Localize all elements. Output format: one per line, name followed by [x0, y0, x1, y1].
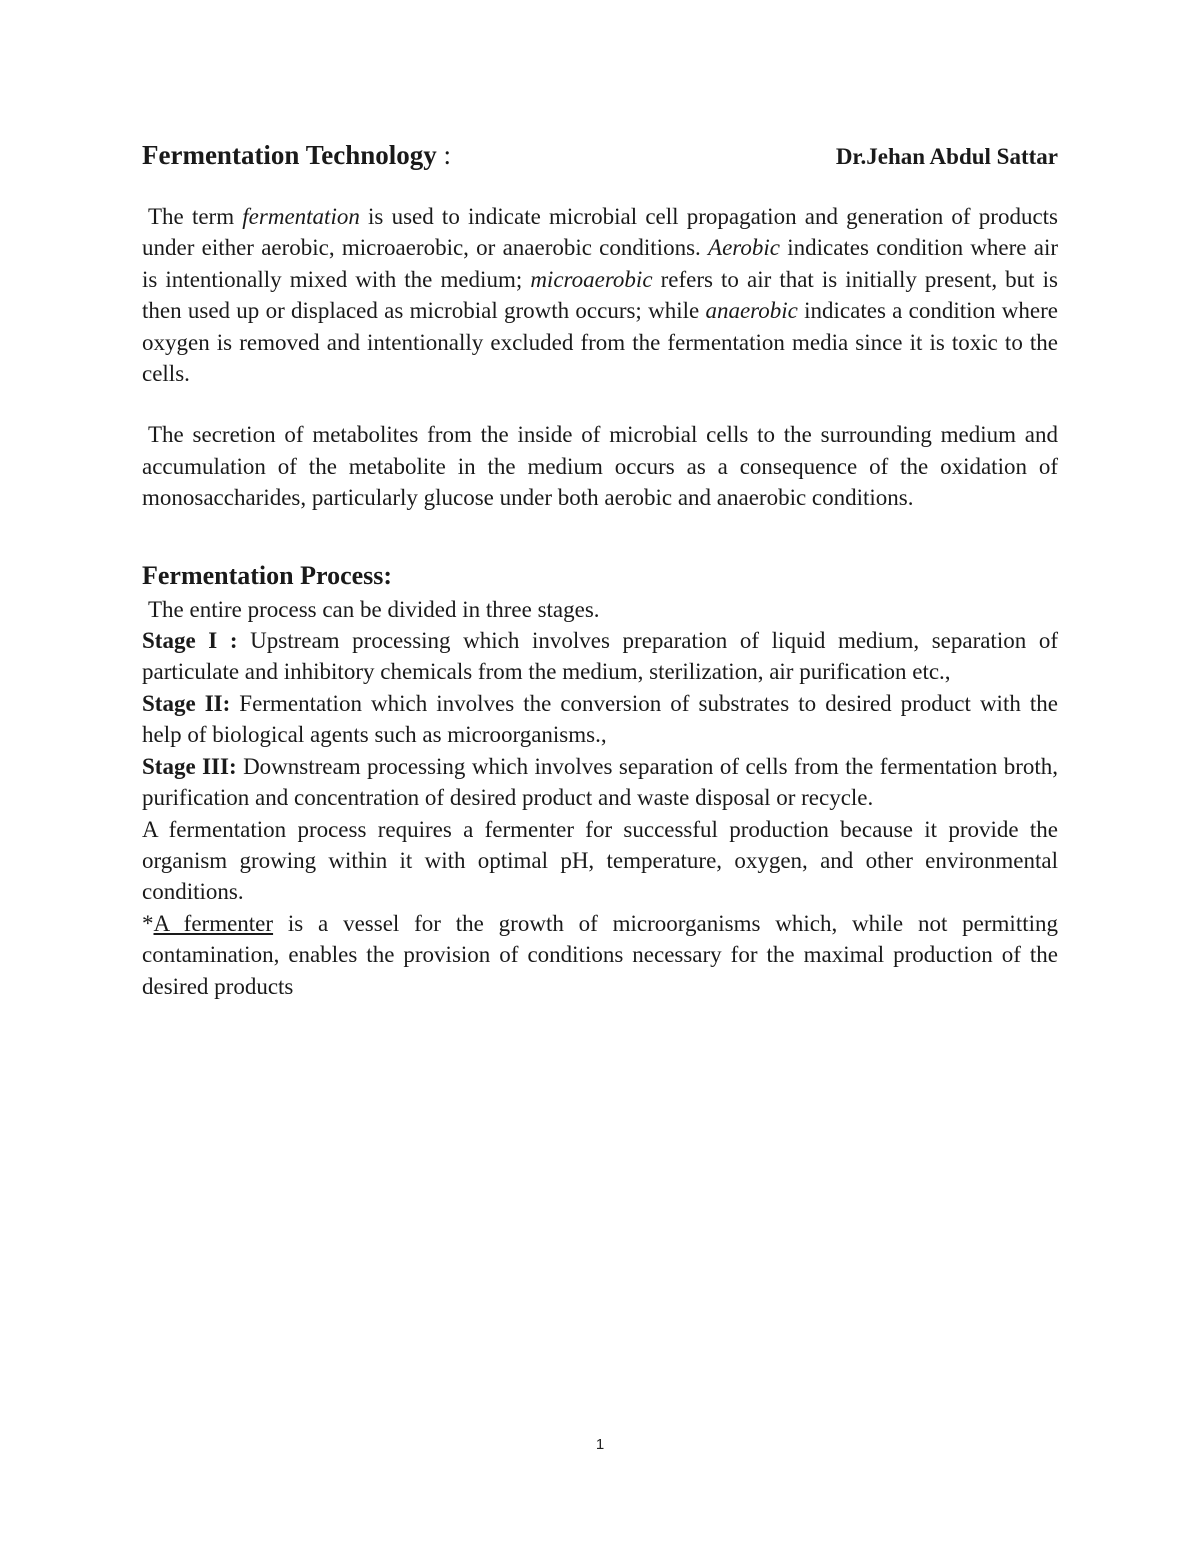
- title-text: Fermentation Technology: [142, 140, 437, 170]
- stage-1-paragraph: [142, 625, 1058, 688]
- stage-3-text: Downstream processing which involves separation of cells from the fermentation broth, purification and concentration of desired product and waste disposal or recycle.: [142, 753, 1058, 811]
- term-aerobic: Aerobic: [708, 235, 780, 261]
- stage-3-paragraph: [142, 751, 1058, 814]
- intro-paragraph-2: [142, 419, 1058, 513]
- intro-p1-text-a: The term: [148, 204, 243, 229]
- fermenter-definition: [142, 908, 1058, 1002]
- document-page: [142, 140, 1058, 1002]
- paragraph-spacer: [142, 514, 1058, 544]
- fermenter-paragraph: A fermentation process requires a fermenter for successful production because it provide the organism growing within it with optimal pH, temperature, oxygen, and other environmental conditions.: [142, 816, 1058, 905]
- section-heading-fermentation-process: Fermentation Process:: [142, 560, 393, 590]
- stage-2-text: Fermentation which involves the conversion of substrates to desired product with the help of biological agents such as microorganisms.,: [142, 690, 1058, 748]
- intro-p1-text-b: is used to indicate microbial cell propagation and generation of products under either aerobic, microaerobic, or anaerobic conditions.: [142, 204, 1058, 261]
- page-number: 1: [595, 1436, 605, 1453]
- document-header: [142, 140, 1058, 171]
- stage-1-label: Stage I :: [142, 628, 238, 654]
- definition-text: is a vessel for the growth of microorganisms which, while not permitting contamination, enables the provision of conditions necessary for the maximal production of the desired products: [142, 910, 1058, 999]
- process-intro-text: The entire process can be divided in three stages.: [148, 596, 600, 622]
- stage-2-paragraph: [142, 688, 1058, 751]
- title-colon: :: [436, 140, 452, 170]
- stage-3-label: Stage III:: [142, 753, 237, 779]
- term-anaerobic: anaerobic: [705, 298, 798, 324]
- term-a-fermenter: A fermenter: [153, 910, 274, 936]
- stage-2-label: Stage II:: [142, 690, 231, 716]
- intro-p1-text-e: indicates a condition where oxygen is removed and intentionally excluded from the fermentation media since it is toxic to the cells.: [142, 298, 1058, 387]
- author-name: Dr.Jehan Abdul Sattar: [835, 144, 1058, 169]
- intro-p1-text-c: indicates condition where air is intentionally mixed with the medium;: [142, 235, 1059, 292]
- intro-paragraph-1: [142, 201, 1058, 389]
- definition-asterisk: *: [142, 910, 154, 936]
- document-title: [142, 140, 451, 171]
- intro-p1-text-d: refers to air that is initially present, but is then used up or displaced as microbial growth occurs; while: [142, 266, 1058, 324]
- stage-1-text: Upstream processing which involves preparation of liquid medium, separation of particulate and inhibitory chemicals from the medium, sterilization, air purification etc.,: [142, 628, 1058, 685]
- intro-p2-text: The secretion of metabolites from the inside of microbial cells to the surrounding medium and accumulation of the metabolite in the medium occurs as a consequence of the oxidation of monosaccharides, particularly glucose under both aerobic and anaerobic conditions.: [142, 422, 1058, 511]
- process-intro: [142, 594, 1058, 625]
- paragraph-spacer: [142, 389, 1058, 419]
- term-microaerobic: microaerobic: [530, 266, 653, 292]
- term-fermentation: fermentation: [242, 204, 360, 229]
